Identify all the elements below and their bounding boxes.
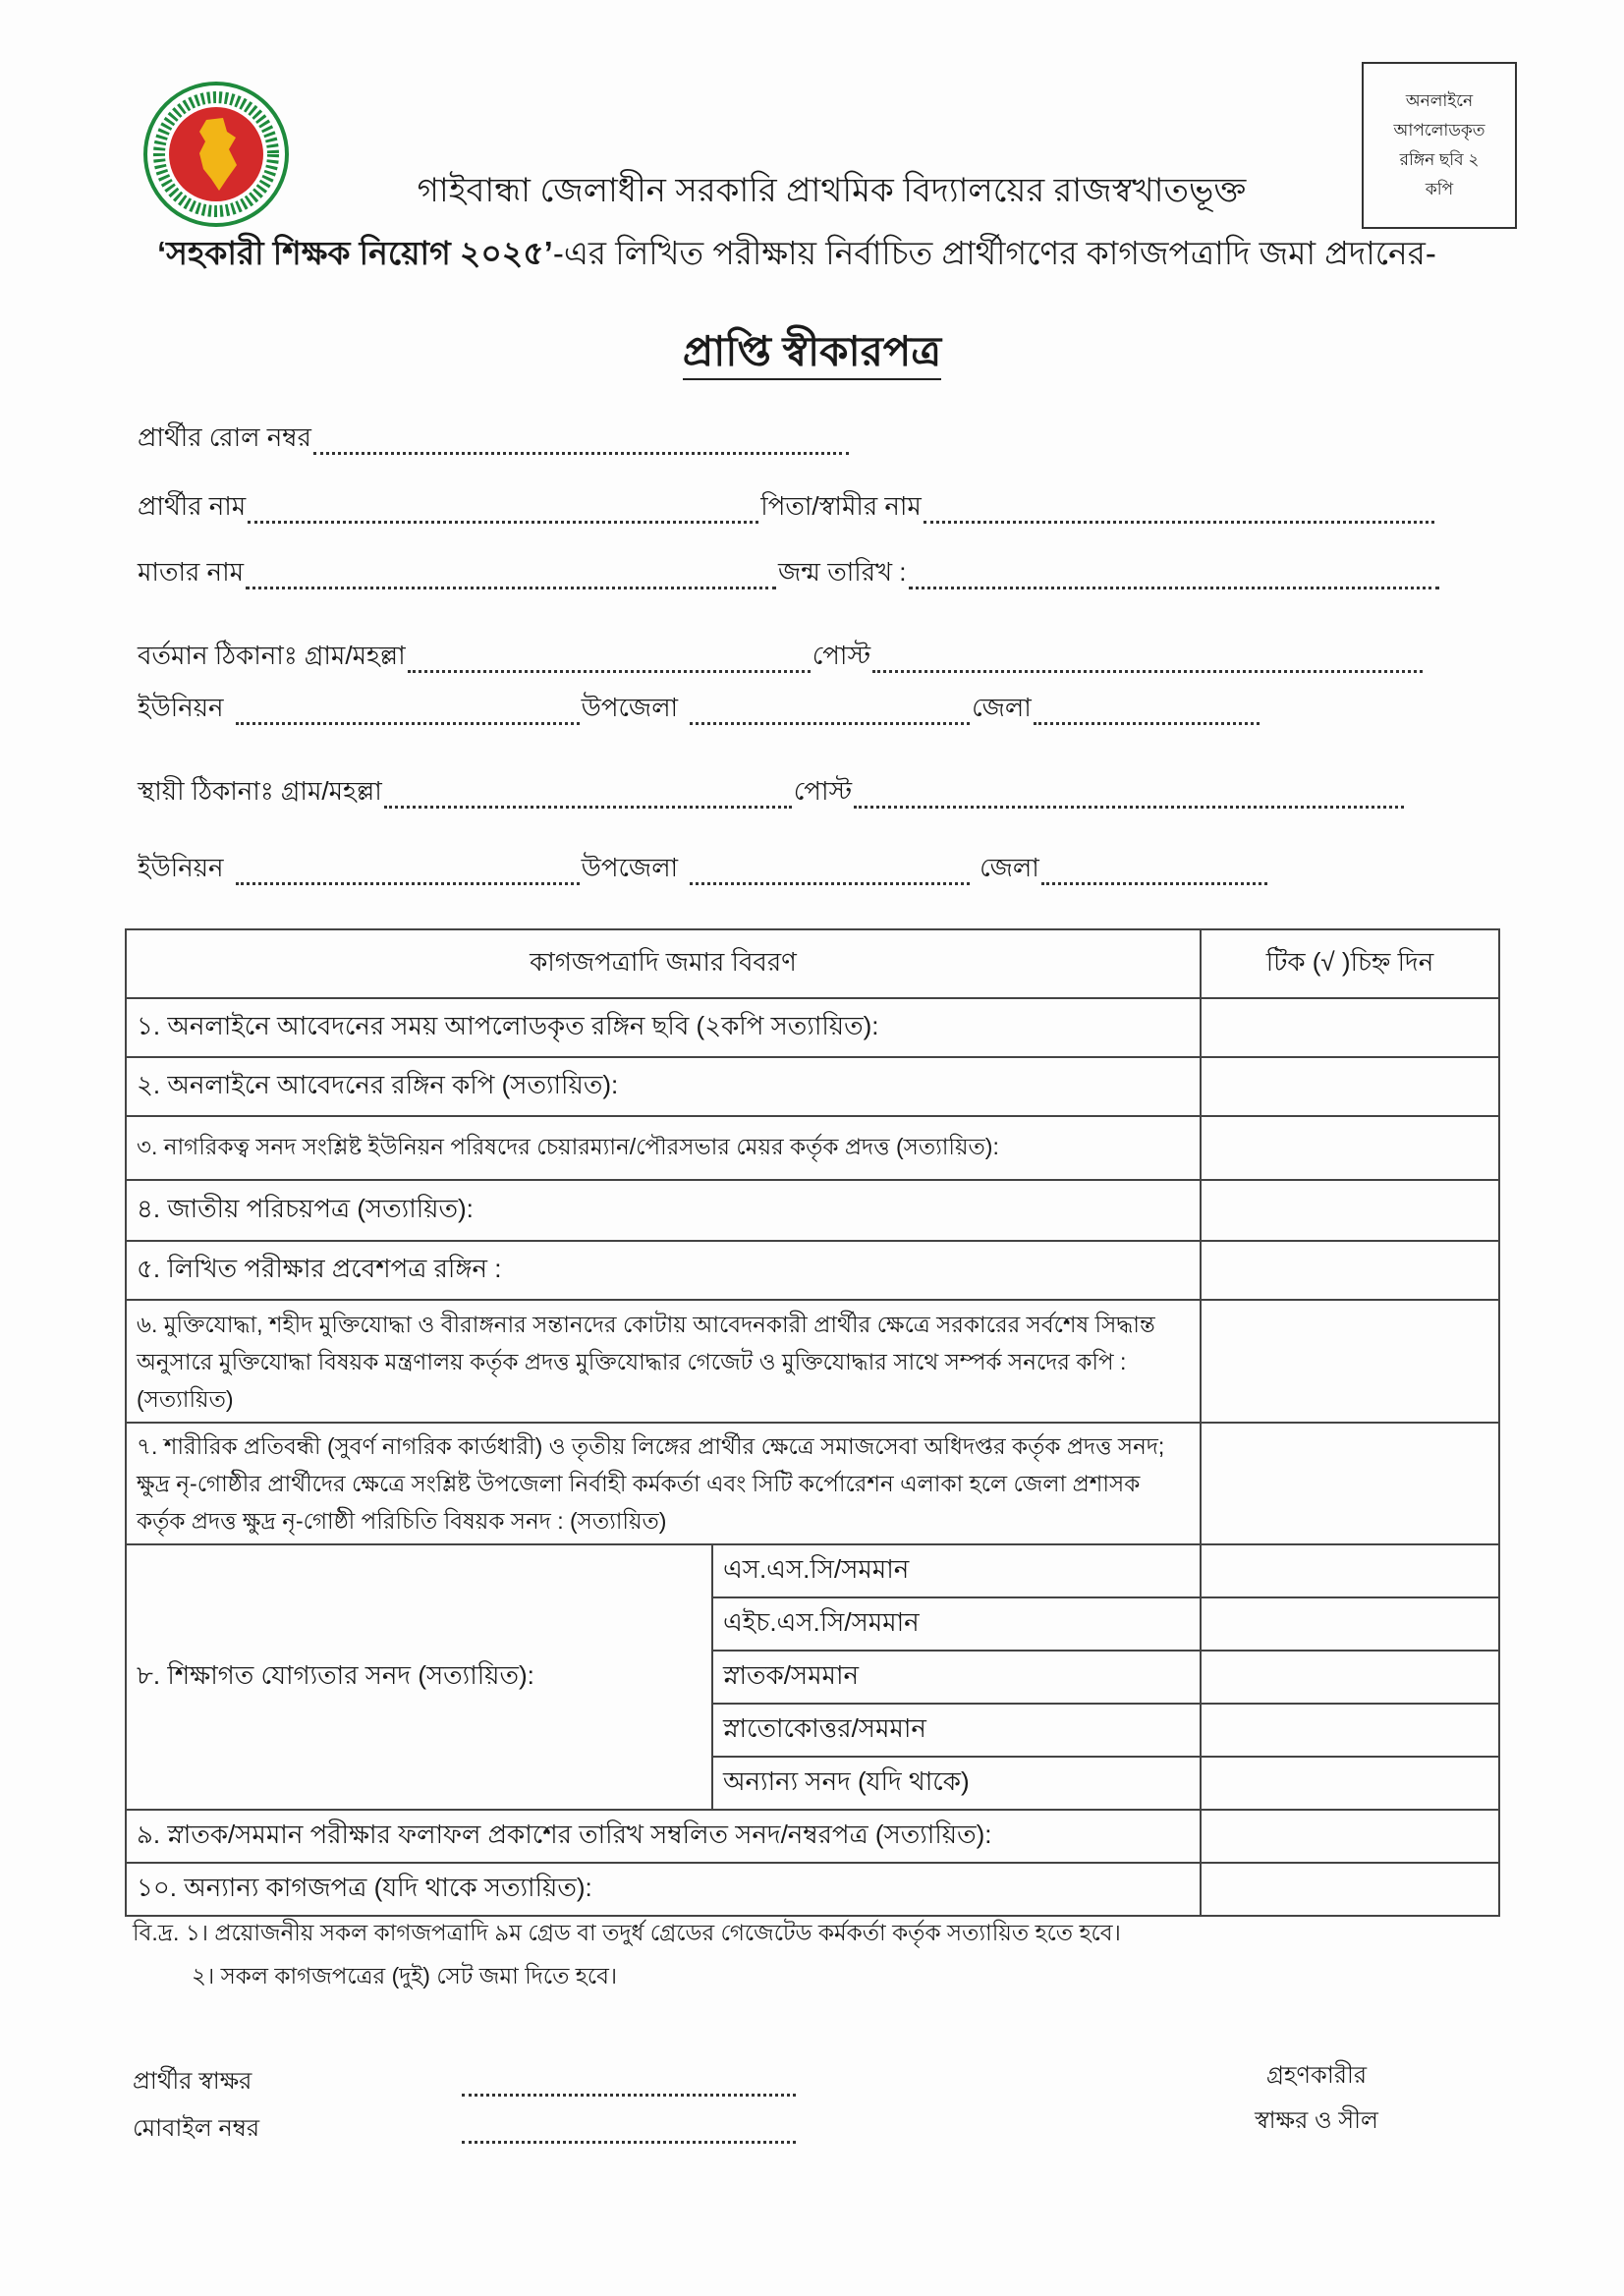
permanent-upazila-label: উপজেলা [581, 853, 679, 882]
field-row-mother [138, 552, 1441, 595]
row-desc: ৪. জাতীয় পরিচয়পত্র (সত্যায়িত): [126, 1180, 1201, 1241]
tick-cell[interactable] [1201, 1651, 1499, 1704]
notes [133, 1911, 1121, 1997]
dob-field[interactable] [909, 587, 1439, 589]
mobile-row [133, 2110, 798, 2150]
permanent-union-label: ইউনিয়ন [138, 853, 224, 882]
tick-cell[interactable] [1201, 1057, 1499, 1116]
row-desc: ১. অনলাইনে আবেদনের সময় আপলোডকৃত রঙ্গিন ছবি (২কপি সত্যায়িত): [126, 998, 1201, 1057]
row-desc: ৩. নাগরিকত্ব সনদ সংশ্লিষ্ট ইউনিয়ন পরিষদের চেয়ারম্যান/পৌরসভার মেয়র কর্তৃক প্রদত্ত (সত্যায়িত): [126, 1116, 1201, 1180]
present-union-field[interactable] [236, 722, 580, 725]
receiver-signature-block [1218, 2053, 1415, 2144]
documents-checklist-table [125, 928, 1500, 1917]
present-upazila-label: উপজেলা [581, 693, 679, 722]
name-field[interactable] [248, 521, 758, 524]
table-row [126, 1810, 1499, 1863]
present-district-label: জেলা [972, 693, 1032, 722]
table-header-row [126, 929, 1499, 998]
roll-field[interactable] [313, 452, 849, 455]
row-desc: ৯. স্নাতক/সমমান পরীক্ষার ফলাফল প্রকাশের তারিখ সম্বলিত সনদ/নম্বরপত্র (সত্যায়িত): [126, 1810, 1201, 1863]
col-desc-header: কাগজপত্রাদি জমার বিবরণ [126, 929, 1201, 998]
roll-label: প্রার্থীর রোল নম্বর [138, 422, 311, 452]
permanent-district-label: জেলা [980, 853, 1039, 882]
field-row-present-address [138, 636, 1425, 679]
candidate-signature-row [133, 2063, 798, 2102]
permanent-post-field[interactable] [854, 806, 1404, 809]
permanent-village-label: স্থায়ী ঠিকানাঃ গ্রাম/মহল্লা [138, 776, 382, 806]
education-item: এস.এস.সি/সমমান [712, 1544, 1201, 1597]
name-label: প্রার্থীর নাম [138, 491, 247, 521]
receiver-label-1: গ্রহণকারীর [1265, 2062, 1368, 2089]
row-desc: ৬. মুক্তিযোদ্ধা, শহীদ মুক্তিযোদ্ধা ও বীরাঙ্গনার সন্তানদের কোটায় আবেদনকারী প্রার্থীর ক্ষেত্রে সরকারের সর্বশেষ সিদ্ধান্ত অনুসারে মুক্তিযোদ্ধা বিষয়ক মন্ত্রণালয় কর্তৃক প্রদত্ত মুক্তিযোদ্ধার গেজেট ও মুক্তিযোদ্ধার সাথে সম্পর্ক সনদের কপি : (সত্যায়িত) [126, 1300, 1201, 1423]
tick-cell[interactable] [1201, 1241, 1499, 1300]
education-label: ৮. শিক্ষাগত যোগ্যতার সনদ (সত্যায়িত): [126, 1544, 712, 1810]
field-row-present-union [138, 688, 1261, 731]
tick-cell[interactable] [1201, 998, 1499, 1057]
table-row [126, 1423, 1499, 1544]
row-desc: ১০. অন্যান্য কাগজপত্র (যদি থাকে সত্যায়িত): [126, 1863, 1201, 1916]
father-field[interactable] [924, 521, 1434, 524]
present-upazila-field[interactable] [690, 722, 970, 725]
table-row [126, 1544, 1499, 1597]
present-post-label: পোস্ট [812, 641, 871, 670]
permanent-district-field[interactable] [1041, 882, 1267, 885]
permanent-village-field[interactable] [384, 806, 792, 809]
field-row-permanent-union [138, 848, 1269, 891]
note-2: ২। সকল কাগজপত্রের (দুই) সেট জমা দিতে হবে। [192, 1963, 618, 1988]
table-row [126, 998, 1499, 1057]
receiver-label-2: স্বাক্ষর ও সীল [1255, 2107, 1378, 2134]
table-row [126, 1863, 1499, 1916]
tick-cell[interactable] [1201, 1116, 1499, 1180]
education-item: স্নাতক/সমমান [712, 1651, 1201, 1704]
present-village-field[interactable] [408, 670, 811, 673]
header-line-2 [157, 228, 1436, 283]
tick-cell[interactable] [1201, 1704, 1499, 1757]
table-row [126, 1057, 1499, 1116]
header-line-2-rest: -এর লিখিত পরীক্ষায় নির্বাচিত প্রার্থীগণের কাগজপত্রাদি জমা প্রদানের- [552, 235, 1436, 271]
permanent-upazila-field[interactable] [690, 882, 970, 885]
page-title-text: প্রাপ্তি স্বীকারপত্র [683, 328, 941, 380]
photo-box-text: অনলাইনে আপলোডকৃত রঙ্গিন ছবি ২ কপি [1393, 91, 1485, 198]
permanent-union-field[interactable] [236, 882, 580, 885]
table-row [126, 1241, 1499, 1300]
present-post-field[interactable] [872, 670, 1423, 673]
dob-label: জন্ম তারিখ : [778, 557, 907, 587]
field-row-permanent-address [138, 771, 1406, 814]
candidate-signature-label: প্রার্থীর স্বাক্ষর [133, 2068, 252, 2095]
recruitment-title: ‘সহকারী শিক্ষক নিয়োগ ২০২৫’ [157, 235, 553, 271]
field-row-name [138, 486, 1436, 530]
header-line-1: গাইবান্ধা জেলাধীন সরকারি প্রাথমিক বিদ্যালয়ের রাজস্বখাতভূক্ত [417, 172, 1247, 209]
education-item: এইচ.এস.সি/সমমান [712, 1597, 1201, 1651]
education-item: অন্যান্য সনদ (যদি থাকে) [712, 1757, 1201, 1810]
tick-cell[interactable] [1201, 1810, 1499, 1863]
tick-cell[interactable] [1201, 1597, 1499, 1651]
mobile-label: মোবাইল নম্বর [133, 2115, 260, 2142]
row-desc: ৭. শারীরিক প্রতিবন্ধী (সুবর্ণ নাগরিক কার্ডধারী) ও তৃতীয় লিঙ্গের প্রার্থীর ক্ষেত্রে সমাজসেবা অধিদপ্তর কর্তৃক প্রদত্ত সনদ; ক্ষুদ্র নৃ-গোষ্ঠীর প্রার্থীদের ক্ষেত্রে সংশ্লিষ্ট উপজেলা নির্বাহী কর্মকর্তা এবং সিটি কর্পোরেশন এলাকা হলে জেলা প্রশাসক কর্তৃক প্রদত্ত ক্ষুদ্র নৃ-গোষ্ঠী পরিচিতি বিষয়ক সনদ : (সত্যায়িত) [126, 1423, 1201, 1544]
tick-cell[interactable] [1201, 1300, 1499, 1423]
table-row [126, 1300, 1499, 1423]
table-row [126, 1116, 1499, 1180]
page-title [0, 319, 1624, 389]
field-row-roll [138, 418, 851, 461]
present-district-field[interactable] [1034, 722, 1260, 725]
tick-cell[interactable] [1201, 1863, 1499, 1916]
row-desc: ৫. লিখিত পরীক্ষার প্রবেশপত্র রঙ্গিন : [126, 1241, 1201, 1300]
candidate-signature-field[interactable] [462, 2094, 796, 2097]
mother-label: মাতার নাম [138, 557, 245, 587]
table-row [126, 1180, 1499, 1241]
present-union-label: ইউনিয়ন [138, 693, 224, 722]
father-label: পিতা/স্বামীর নাম [760, 491, 922, 521]
tick-cell[interactable] [1201, 1544, 1499, 1597]
tick-cell[interactable] [1201, 1180, 1499, 1241]
row-desc: ২. অনলাইনে আবেদনের রঙ্গিন কপি (সত্যায়িত): [126, 1057, 1201, 1116]
tick-cell[interactable] [1201, 1423, 1499, 1544]
education-item: স্নাতোকোত্তর/সমমান [712, 1704, 1201, 1757]
col-tick-header: টিক (√ )চিহ্ন দিন [1201, 929, 1499, 998]
mother-field[interactable] [246, 587, 776, 589]
mobile-field[interactable] [462, 2141, 796, 2144]
note-1: বি.দ্র. ১। প্রয়োজনীয় সকল কাগজপত্রাদি ৯ম গ্রেড বা তদুর্ধ গ্রেডের গেজেটেড কর্মকর্তা কর্তৃক সত্যায়িত হতে হবে। [133, 1920, 1121, 1945]
tick-cell[interactable] [1201, 1757, 1499, 1810]
permanent-post-label: পোস্ট [793, 776, 853, 806]
present-village-label: বর্তমান ঠিকানাঃ গ্রাম/মহল্লা [138, 641, 406, 670]
